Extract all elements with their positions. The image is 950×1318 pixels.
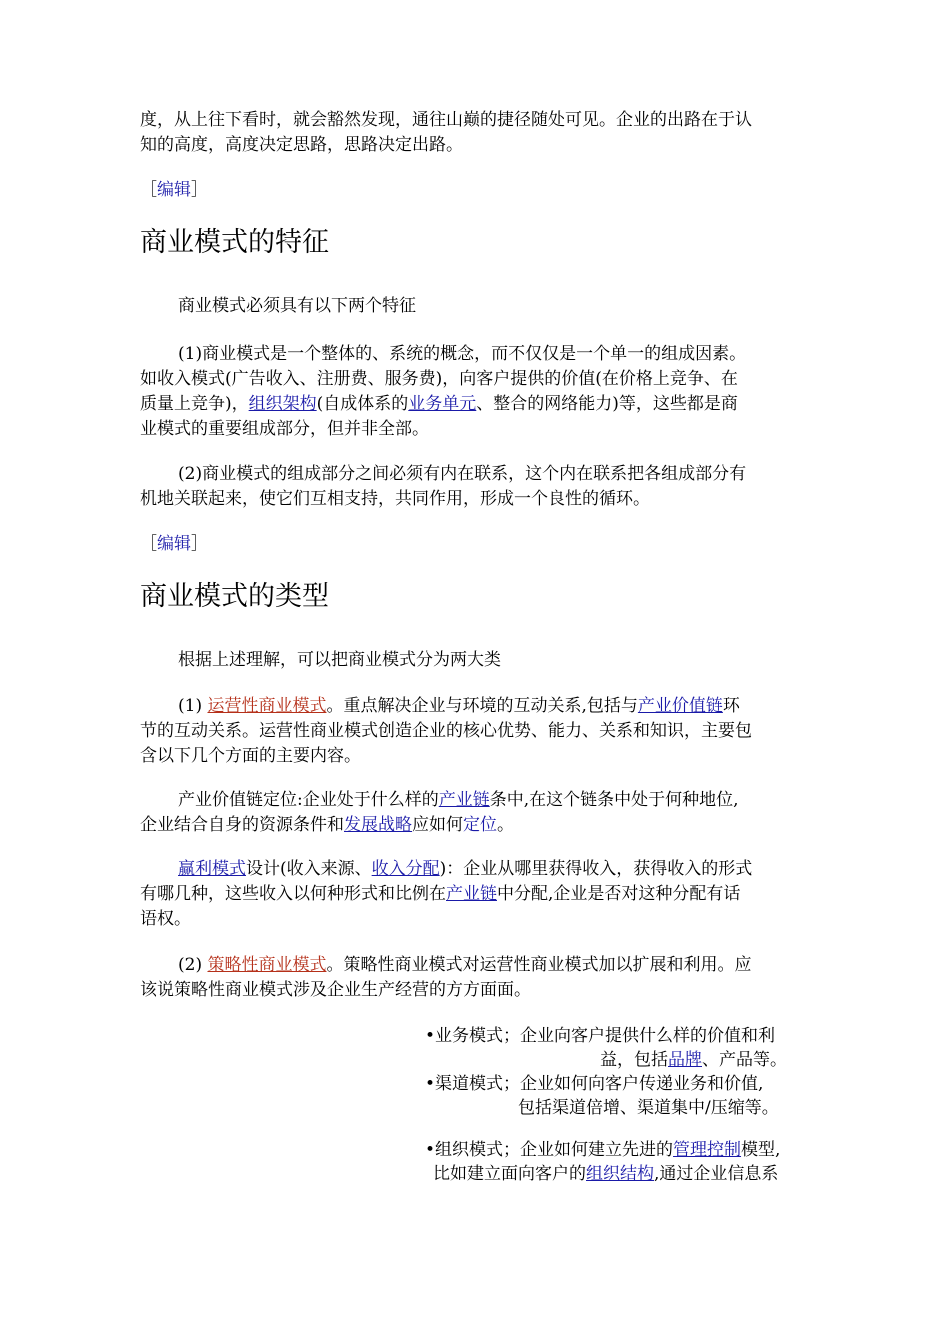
text-line: )：企业从哪里获得收入，获得收入的形式 [439, 859, 753, 879]
link-management-control[interactable]: 管理控制 [673, 1140, 742, 1160]
link-industry-chain[interactable]: 产业链 [438, 790, 490, 810]
bracket-close: ］ [191, 180, 208, 200]
text-line: 节的互动关系。运营性商业模式创造企业的核心优势、能力、关系和知识，主要包 [140, 721, 752, 741]
text-line: •组织模式；企业如何建立先进的 [425, 1140, 674, 1160]
text-line: 、产品等。 [702, 1050, 787, 1070]
section2-paragraph-4 [140, 953, 820, 1003]
text-line: 机地关联起来，使它们互相支持，共同作用，形成一个良性的循环。 [140, 489, 650, 509]
text-line: ,通过企业信息系 [654, 1164, 779, 1184]
text-line: (2)商业模式的组成部分之间必须有内在联系，这个内在联系把各组成部分有 [178, 464, 747, 484]
section2-paragraph-3 [140, 857, 820, 932]
text-line: 该说策略性商业模式涉及企业生产经营的方方面面。 [140, 980, 531, 1000]
link-industry-chain-2[interactable]: 产业链 [446, 884, 497, 904]
edit-section-link-2 [140, 532, 208, 556]
section1-paragraph-2 [140, 462, 820, 512]
link-business-unit[interactable]: 业务单元 [408, 394, 477, 414]
link-profit-model[interactable]: 赢利模式 [178, 859, 246, 879]
text-line: 中分配,企业是否对这种分配有话 [497, 884, 741, 904]
section2-lead: 根据上述理解，可以把商业模式分为两大类 [178, 650, 501, 670]
text-line: 。 [497, 815, 514, 835]
text-line: 业模式的重要组成部分，但并非全部。 [140, 419, 429, 439]
text-line: (1) [178, 696, 208, 716]
bracket-close: ］ [191, 534, 208, 554]
bullet-channel-model: •渠道模式；企业如何向客户传递业务和价值, [425, 1074, 764, 1094]
text-line: (2) [178, 955, 208, 975]
intro-line-1: 度，从上往下看时，就会豁然发现，通往山巅的捷径随处可见。企业的出路在于认 [140, 110, 752, 130]
section2-paragraph-1 [140, 694, 820, 769]
link-operational-model[interactable]: 运营性商业模式 [207, 696, 327, 716]
bullet-business-model-cont [425, 1048, 820, 1072]
link-income-distribution[interactable]: 收入分配 [371, 859, 440, 879]
bullet-org-model [425, 1138, 820, 1162]
section1-lead: 商业模式必须具有以下两个特征 [178, 296, 416, 316]
edit-link[interactable]: 编辑 [157, 180, 191, 200]
text-line: 应如何 [412, 815, 463, 835]
text-line: 模型, [741, 1140, 781, 1160]
text-line: 。重点解决企业与环境的互动关系,包括与 [326, 696, 638, 716]
text-line: 含以下几个方面的主要内容。 [140, 746, 361, 766]
text-line: 比如建立面向客户的 [433, 1164, 586, 1184]
text-line: 条中,在这个链条中处于何种地位, [489, 790, 739, 810]
text-line: (1)商业模式是一个整体的、系统的概念，而不仅仅是一个单一的组成因素。 [178, 344, 747, 364]
edit-link[interactable]: 编辑 [157, 534, 191, 554]
text-line: (自成体系的 [316, 394, 409, 414]
intro-line-2: 知的高度，高度决定思路，思路决定出路。 [140, 135, 463, 155]
section2-paragraph-2 [140, 788, 820, 838]
text-line: 有哪几种，这些收入以何种形式和比例在 [140, 884, 446, 904]
link-development-strategy[interactable]: 发展战略 [344, 815, 412, 835]
edit-section-link-1 [140, 178, 208, 202]
bullet-business-model: •业务模式；企业向客户提供什么样的价值和利 [425, 1026, 776, 1046]
bracket-open: ［ [140, 534, 157, 554]
section-heading-features: 商业模式的特征 [140, 227, 329, 258]
text-line: 、整合的网络能力)等，这些都是商 [476, 394, 738, 414]
link-strategic-model[interactable]: 策略性商业模式 [207, 955, 327, 975]
text-line: 环 [722, 696, 740, 716]
link-org-structure[interactable]: 组织架构 [248, 394, 317, 414]
link-industry-value-chain[interactable]: 产业价值链 [637, 696, 723, 716]
section-heading-types: 商业模式的类型 [140, 581, 329, 612]
text-line: 企业结合自身的资源条件和 [140, 815, 344, 835]
text-line: 益，包括 [600, 1050, 668, 1070]
link-positioning[interactable]: 定位 [463, 815, 497, 835]
bracket-open: ［ [140, 180, 157, 200]
link-brand[interactable]: 品牌 [668, 1050, 702, 1070]
bullet-org-model-cont [425, 1162, 820, 1186]
link-organization-structure[interactable]: 组织结构 [586, 1164, 654, 1184]
section1-paragraph-1 [140, 342, 820, 442]
text-line: 质量上竞争)， [140, 394, 249, 414]
intro-paragraph [140, 108, 820, 158]
bullet-channel-model-cont: 包括渠道倍增、渠道集中/压缩等。 [518, 1098, 779, 1118]
strategy-bullet-list [425, 1024, 820, 1186]
text-line: 产业价值链定位:企业处于什么样的 [178, 790, 439, 810]
text-line: 如收入模式(广告收入、注册费、服务费)，向客户提供的价值(在价格上竞争、在 [140, 369, 738, 389]
text-line: 。策略性商业模式对运营性商业模式加以扩展和利用。应 [326, 955, 752, 975]
text-line: 设计(收入来源、 [246, 859, 372, 879]
text-line: 语权。 [140, 909, 191, 929]
